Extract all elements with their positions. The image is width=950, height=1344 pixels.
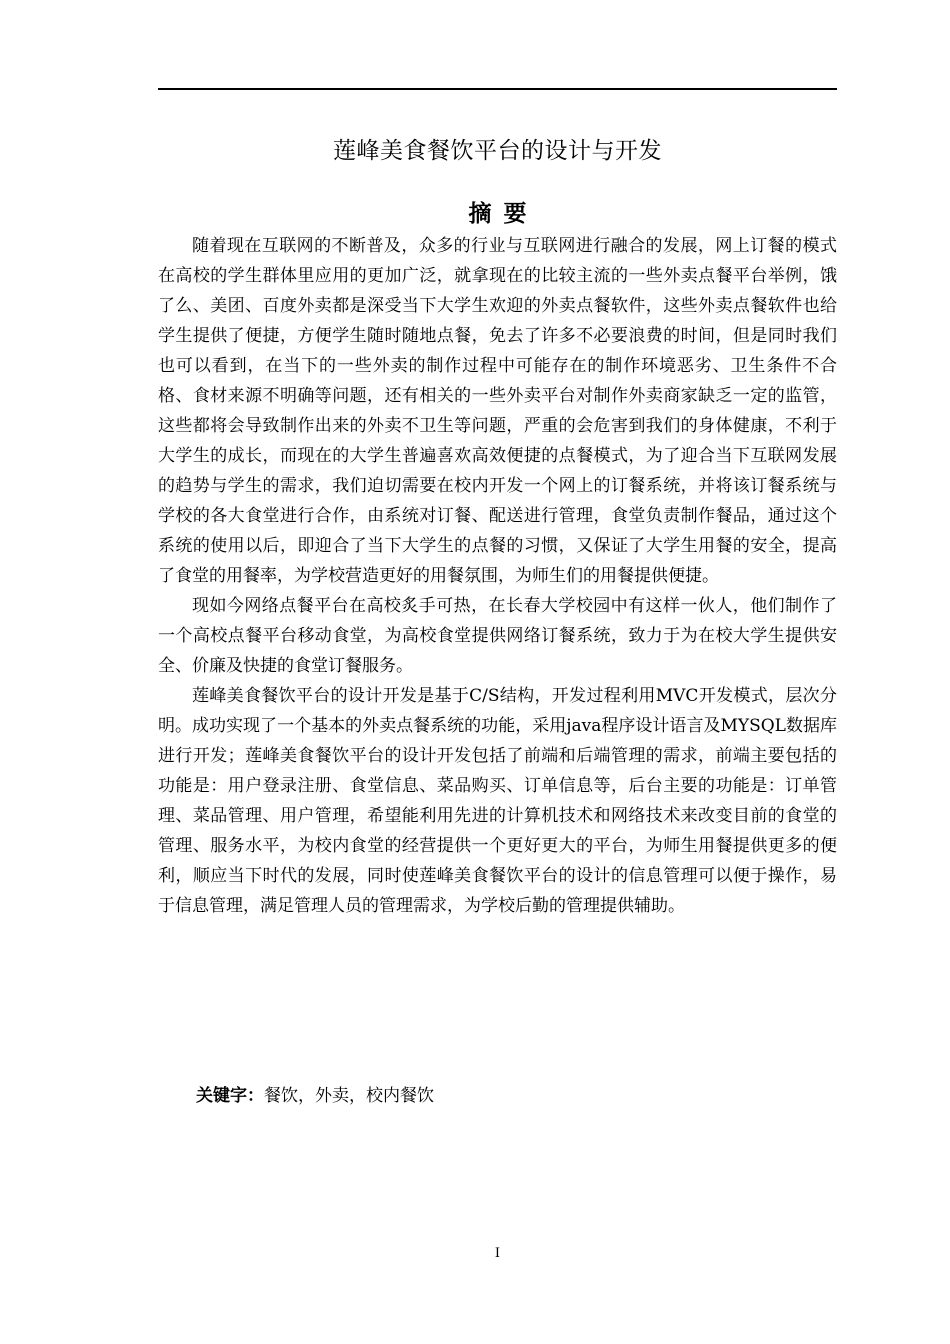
page-number: I [494, 1246, 501, 1261]
keywords-line [196, 1081, 434, 1111]
document-title: 莲峰美食餐饮平台的设计与开发 [333, 138, 662, 164]
header-rule [158, 88, 837, 90]
abstract-body [158, 231, 837, 921]
abstract-paragraph: 现如今网络点餐平台在高校炙手可热，在长春大学校园中有这样一伙人，他们制作了一个高校点餐平台移动食堂，为高校食堂提供网络订餐系统，致力于为在校大学生提供安全、价廉及快捷的食堂订餐服务。 [158, 596, 837, 676]
abstract-paragraph: 随着现在互联网的不断普及，众多的行业与互联网进行融合的发展，网上订餐的模式在高校的学生群体里应用的更加广泛，就拿现在的比较主流的一些外卖点餐平台举例，饿了么、美团、百度外卖都是深受当下大学生欢迎的外卖点餐软件，这些外卖点餐软件也给学生提供了便捷，方便学生随时随地点餐，免去了许多不必要浪费的时间，但是同时我们也可以看到，在当下的一些外卖的制作过程中可能存在的制作环境恶劣、卫生条件不合格、食材来源不明确等问题，还有相关的一些外卖平台对制作外卖商家缺乏一定的监管，这些都将会导致制作出来的外卖不卫生等问题，严重的会危害到我们的身体健康，不利于大学生的成长，而现在的大学生普遍喜欢高效便捷的点餐模式，为了迎合当下互联网发展的趋势与学生的需求，我们迫切需要在校内开发一个网上的订餐系统，并将该订餐系统与学校的各大食堂进行合作，由系统对订餐、配送进行管理，食堂负责制作餐品，通过这个系统的使用以后，即迎合了当下大学生的点餐的习惯，又保证了大学生用餐的安全，提高了食堂的用餐率，为学校营造更好的用餐氛围，为师生们的用餐提供便捷。 [158, 236, 837, 586]
keywords-value: 餐饮，外卖，校内餐饮 [264, 1086, 434, 1106]
keywords-label: 关键字： [196, 1086, 264, 1106]
abstract-heading: 摘要 [468, 201, 539, 227]
abstract-paragraph: 莲峰美食餐饮平台的设计开发是基于C/S结构，开发过程利用MVC开发模式，层次分明。成功实现了一个基本的外卖点餐系统的功能，采用java程序设计语言及MYSQL数据库进行开发；莲峰美食餐饮平台的设计开发包括了前端和后端管理的需求，前端主要包括的功能是：用户登录注册、食堂信息、菜品购买、订单信息等，后台主要的功能是：订单管理、菜品管理、用户管理，希望能利用先进的计算机技术和网络技术来改变目前的食堂的管理、服务水平，为校内食堂的经营提供一个更好更大的平台，为师生用餐提供更多的便利，顺应当下时代的发展，同时使莲峰美食餐饮平台的设计的信息管理可以便于操作，易于信息管理，满足管理人员的管理需求，为学校后勤的管理提供辅助。 [158, 686, 837, 916]
